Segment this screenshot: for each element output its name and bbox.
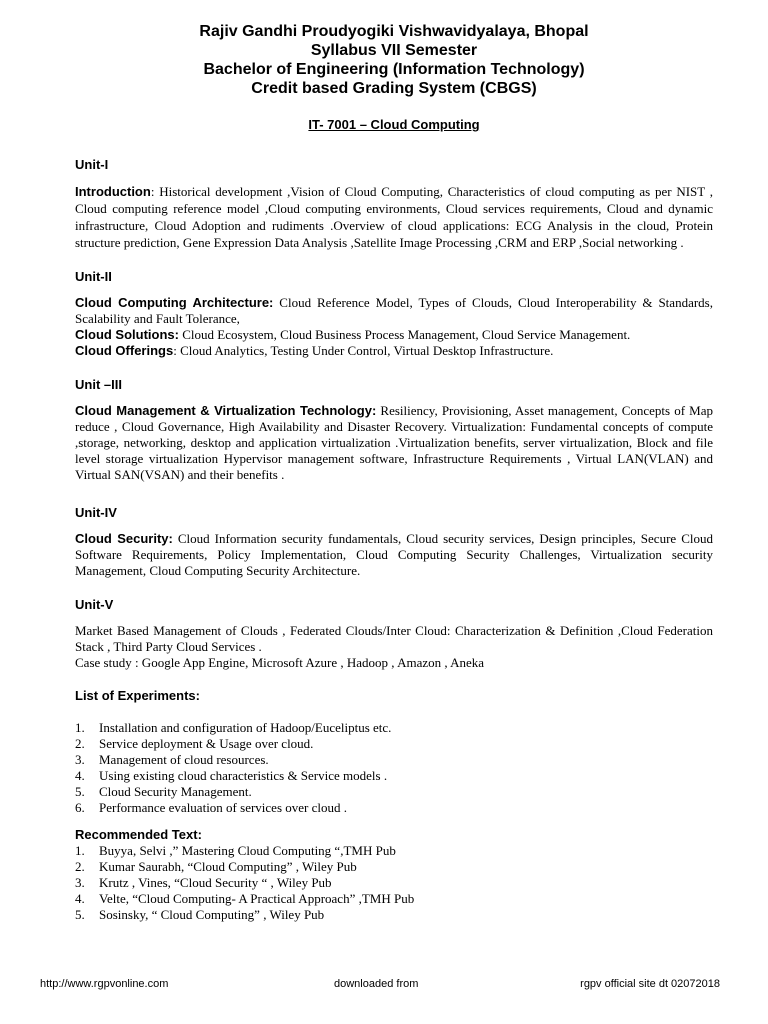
list-item-number: 2. (75, 859, 85, 874)
footer-downloaded-from: downloaded from (334, 978, 419, 990)
page-footer (40, 978, 720, 992)
list-item-text: Cloud Security Management. (99, 784, 252, 799)
unit-4-heading: Unit-IV (75, 505, 117, 520)
unit-1-lead: Introduction (75, 184, 151, 199)
list-item (75, 720, 713, 736)
list-item-number: 6. (75, 800, 85, 815)
list-item-number: 2. (75, 736, 85, 751)
unit-1-content (75, 183, 713, 251)
list-item-text: Installation and configuration of Hadoop/Euceliptus etc. (99, 720, 392, 735)
list-item-number: 5. (75, 784, 85, 799)
experiments-list (75, 720, 713, 816)
unit-2-lead-3: Cloud Offerings (75, 343, 174, 358)
university-name: Rajiv Gandhi Proudyogiki Vishwavidyalaya, Bhopal (199, 23, 589, 40)
unit-2-paragraph-3 (75, 343, 713, 359)
list-item-text: Kumar Saurabh, “Cloud Computing” , Wiley Pub (99, 859, 357, 874)
degree-title: Bachelor of Engineering (Information Technology) (203, 61, 585, 78)
list-item-text: Service deployment & Usage over cloud. (99, 736, 314, 751)
unit-3-lead: Cloud Management & Virtualization Technology: (75, 403, 377, 418)
document-header (75, 22, 713, 98)
unit-5-content: Market Based Management of Clouds , Federated Clouds/Inter Cloud: Characterization & Definition ,Cloud Federation Stack , Third Party Cloud Services . (75, 623, 713, 654)
list-item (75, 768, 713, 784)
list-item-number: 3. (75, 752, 85, 767)
unit-2-text-1: Cloud Reference Model, Types of Clouds, Cloud Interoperability & Standards, Scalability and Fault Tolerance, (75, 295, 713, 326)
list-item (75, 784, 713, 800)
unit-2-lead-2: Cloud Solutions: (75, 327, 179, 342)
list-item-text: Management of cloud resources. (99, 752, 269, 767)
list-item (75, 736, 713, 752)
footer-source-note: rgpv official site dt 02072018 (580, 978, 720, 990)
unit-3-content (75, 403, 713, 483)
unit-3-text: Resiliency, Provisioning, Asset management, Concepts of Map reduce , Cloud Governance, High Availability and Disaster Recovery. Virtualization: Fundamental concepts of compute ,storage, networking, desktop and application virtualization .Virtualization benefits, server virtualization, Block and file level storage virtualization Hypervisor management software, Infrastructure Requirements , Virtual LAN(VLAN) and Virtual SAN(VSAN) and their benefits . (75, 403, 713, 482)
course-title: IT- 7001 – Cloud Computing (308, 117, 480, 132)
list-item (75, 843, 713, 859)
footer-website-link[interactable]: http://www.rgpvonline.com (40, 978, 169, 990)
recommended-text-heading: Recommended Text: (75, 827, 202, 842)
list-item-text: Krutz , Vines, “Cloud Security “ , Wiley Pub (99, 875, 332, 890)
recommended-text-list (75, 843, 713, 923)
list-item (75, 859, 713, 875)
list-item-number: 1. (75, 720, 85, 735)
unit-2-text-2: Cloud Ecosystem, Cloud Business Process Management, Cloud Service Management. (178, 327, 631, 342)
list-item-number: 1. (75, 843, 85, 858)
unit-4-lead: Cloud Security: (75, 531, 173, 546)
unit-4-text: Cloud Information security fundamentals, Cloud security services, Design principles, Secure Cloud Software Requirements, Policy Implementation, Cloud Computing Security Challenges, Virtualization security Management, Cloud Computing Security Architecture. (75, 531, 713, 578)
unit-1-heading: Unit-I (75, 157, 109, 172)
list-item-text: Velte, “Cloud Computing- A Practical Approach” ,TMH Pub (99, 891, 415, 906)
unit-4-content (75, 531, 713, 579)
grading-system-title: Credit based Grading System (CBGS) (251, 80, 537, 97)
syllabus-page (75, 22, 713, 923)
unit-1-text: : Historical development ,Vision of Cloud Computing, Characteristics of cloud computing as per NIST , Cloud computing reference model ,Cloud computing environments, Cloud services requirements, Cloud and dynamic infrastructure, Cloud Adoption and rudiments .Overview of cloud applications: ECG Analysis in the cloud, Protein structure prediction, Gene Expression Data Analysis ,Satellite Image Processing ,CRM and ERP ,Social networking . (75, 184, 713, 250)
list-item-text: Sosinsky, “ Cloud Computing” , Wiley Pub (99, 907, 325, 922)
list-item (75, 907, 713, 923)
unit-5-heading: Unit-V (75, 597, 114, 612)
list-item-number: 4. (75, 891, 85, 906)
unit-2-text-3: : Cloud Analytics, Testing Under Control, Virtual Desktop Infrastructure. (173, 343, 554, 358)
experiments-heading: List of Experiments: (75, 688, 200, 703)
list-item-text: Performance evaluation of services over cloud . (99, 800, 347, 815)
list-item (75, 752, 713, 768)
list-item-number: 3. (75, 875, 85, 890)
unit-3-heading: Unit –III (75, 377, 122, 392)
list-item (75, 891, 713, 907)
semester-title: Syllabus VII Semester (310, 42, 478, 59)
list-item-number: 5. (75, 907, 85, 922)
list-item-text: Buyya, Selvi ,” Mastering Cloud Computing “,TMH Pub (99, 843, 396, 858)
unit-2-paragraph-2 (75, 327, 713, 343)
list-item-text: Using existing cloud characteristics & Service models . (99, 768, 388, 783)
unit-2-paragraph-1 (75, 295, 713, 327)
unit-2-lead-1: Cloud Computing Architecture: (75, 295, 274, 310)
list-item (75, 875, 713, 891)
list-item (75, 800, 713, 816)
unit-5-case-study: Case study : Google App Engine, Microsoft Azure , Hadoop , Amazon , Aneka (75, 655, 485, 670)
list-item-number: 4. (75, 768, 85, 783)
unit-2-heading: Unit-II (75, 269, 112, 284)
